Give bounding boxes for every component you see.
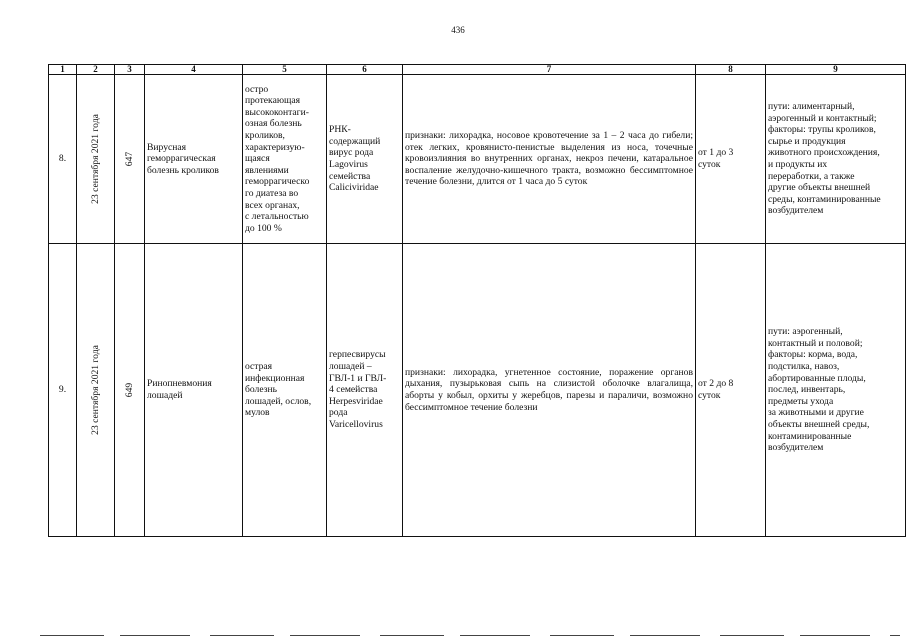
header-cell: 9: [766, 65, 906, 75]
text-line: аэрогенный и контактный;: [768, 112, 877, 124]
footer-rule: [40, 635, 900, 636]
text-line: подстилка, навоз,: [768, 361, 840, 373]
text-line: болезнь: [245, 384, 278, 396]
text-line: Herpesviridae: [329, 395, 383, 407]
date-text: 23 сентября 2021 года: [89, 114, 101, 204]
text-line: мулов: [245, 407, 270, 419]
pathogen: [327, 75, 403, 244]
row-number: 8.: [49, 75, 77, 244]
header-cell: 7: [403, 65, 696, 75]
table-row: [49, 75, 906, 244]
text-line: возбудителем: [768, 442, 824, 454]
date-cell: [77, 244, 115, 537]
text-line: озная болезнь: [245, 118, 302, 130]
text-line: ГВЛ-1 и ГВЛ-: [329, 372, 387, 384]
text-line: протекающая: [245, 95, 301, 107]
disease-description: [243, 244, 327, 537]
text-line: суток: [698, 390, 721, 401]
text-line: среды, контаминированные: [768, 193, 881, 205]
header-cell: 4: [145, 65, 243, 75]
text-line: содержащий: [329, 135, 381, 147]
text-line: пути: алиментарный,: [768, 101, 855, 113]
text-line: 4 семейства: [329, 384, 378, 396]
text-line: объекты внешней среды,: [768, 418, 870, 430]
text-line: абортированные плоды,: [768, 372, 866, 384]
transmission-paths: [766, 75, 906, 244]
date-cell: [77, 75, 115, 244]
row-number: 9.: [49, 244, 77, 537]
text-line: возбудителем: [768, 205, 824, 217]
incubation-period: [696, 244, 766, 537]
text-line: суток: [698, 159, 721, 170]
text-line: лошадей: [147, 390, 183, 401]
text-line: от 1 до 3: [698, 147, 734, 159]
text-line: инфекционная: [245, 372, 305, 384]
text-line: Вирусная: [147, 141, 187, 153]
code-text: 647: [123, 151, 135, 167]
date-text: 23 сентября 2021 года: [89, 345, 101, 435]
page-number: 436: [451, 25, 465, 35]
text-line: Ринопневмония: [147, 378, 212, 390]
text-line: кроликов,: [245, 130, 285, 142]
text-line: до 100 %: [245, 222, 282, 234]
text-line: контактный и половой;: [768, 337, 863, 349]
disease-description: [243, 75, 327, 244]
text-line: сырье и продукция: [768, 135, 846, 147]
header-cell: 1: [49, 65, 77, 75]
text-line: щаяся: [245, 153, 270, 165]
header-row: [49, 65, 906, 75]
header-cell: 5: [243, 65, 327, 75]
text-line: от 2 до 8: [698, 378, 734, 390]
text-line: характеризую-: [245, 141, 305, 153]
text-line: семейства: [329, 170, 371, 182]
text-line: Caliciviridae: [329, 182, 379, 194]
disease-name: [145, 75, 243, 244]
text-line: животного происхождения,: [768, 147, 880, 159]
text-line: с летальностью: [245, 211, 309, 223]
code-cell: [115, 244, 145, 537]
text-line: пути: аэрогенный,: [768, 326, 843, 338]
text-line: геморрагическая: [147, 153, 216, 165]
text-line: Lagovirus: [329, 159, 368, 170]
text-line: переработки, а также: [768, 170, 855, 182]
text-line: всех органах,: [245, 199, 300, 211]
transmission-paths: [766, 244, 906, 537]
text-line: другие объекты внешней: [768, 182, 871, 194]
text-line: факторы: трупы кроликов,: [768, 124, 876, 136]
code-text: 649: [123, 382, 135, 398]
text-line: РНК-: [329, 124, 351, 136]
clinical-signs: признаки: лихорадка, угнетенное состояние, поражение органов дыхания, пузырьковая сыпь на слизистой оболочке влагалища, аборты у кобыл, орхиты у жеребцов, парезы и параличи, возможно бессимптомное течение болезни: [403, 244, 696, 537]
text-line: острая: [245, 361, 273, 373]
text-line: послед, инвентарь,: [768, 384, 846, 396]
text-line: лошадей, ослов,: [245, 395, 312, 407]
text-line: лошадей –: [329, 361, 372, 373]
disease-name: [145, 244, 243, 537]
text-line: рода: [329, 407, 348, 419]
pathogen: [327, 244, 403, 537]
incubation-period: [696, 75, 766, 244]
text-line: остро: [245, 83, 269, 95]
text-line: вирус рода: [329, 147, 374, 159]
text-line: факторы: корма, вода,: [768, 349, 858, 361]
table-row: [49, 244, 906, 537]
header-cell: 6: [327, 65, 403, 75]
clinical-signs: признаки: лихорадка, носовое кровотечение за 1 – 2 часа до гибели; отек легких, кровянисто-пенистые выделения из носа, точечные кровоизлияния во внутренних органах, некроз печени, катаральное воспаление желудочно-кишечного тракта, возможно бессимптомное течение болезни, длится от 1 часа до 5 суток: [403, 75, 696, 244]
text-line: предметы ухода: [768, 395, 834, 407]
text-line: го диатеза во: [245, 187, 299, 199]
header-cell: 3: [115, 65, 145, 75]
text-line: явлениями: [245, 164, 289, 176]
disease-table: [48, 64, 906, 537]
text-line: Varicellovirus: [329, 418, 383, 430]
text-line: болезнь кроликов: [147, 164, 219, 176]
text-line: геморрагическо: [245, 176, 310, 188]
code-cell: [115, 75, 145, 244]
text-line: герпесвирусы: [329, 349, 386, 361]
text-line: за животными и другие: [768, 407, 864, 419]
header-cell: 2: [77, 65, 115, 75]
text-line: высококонтаги-: [245, 106, 309, 118]
text-line: и продукты их: [768, 159, 828, 170]
header-cell: 8: [696, 65, 766, 75]
text-line: контаминированные: [768, 430, 852, 442]
